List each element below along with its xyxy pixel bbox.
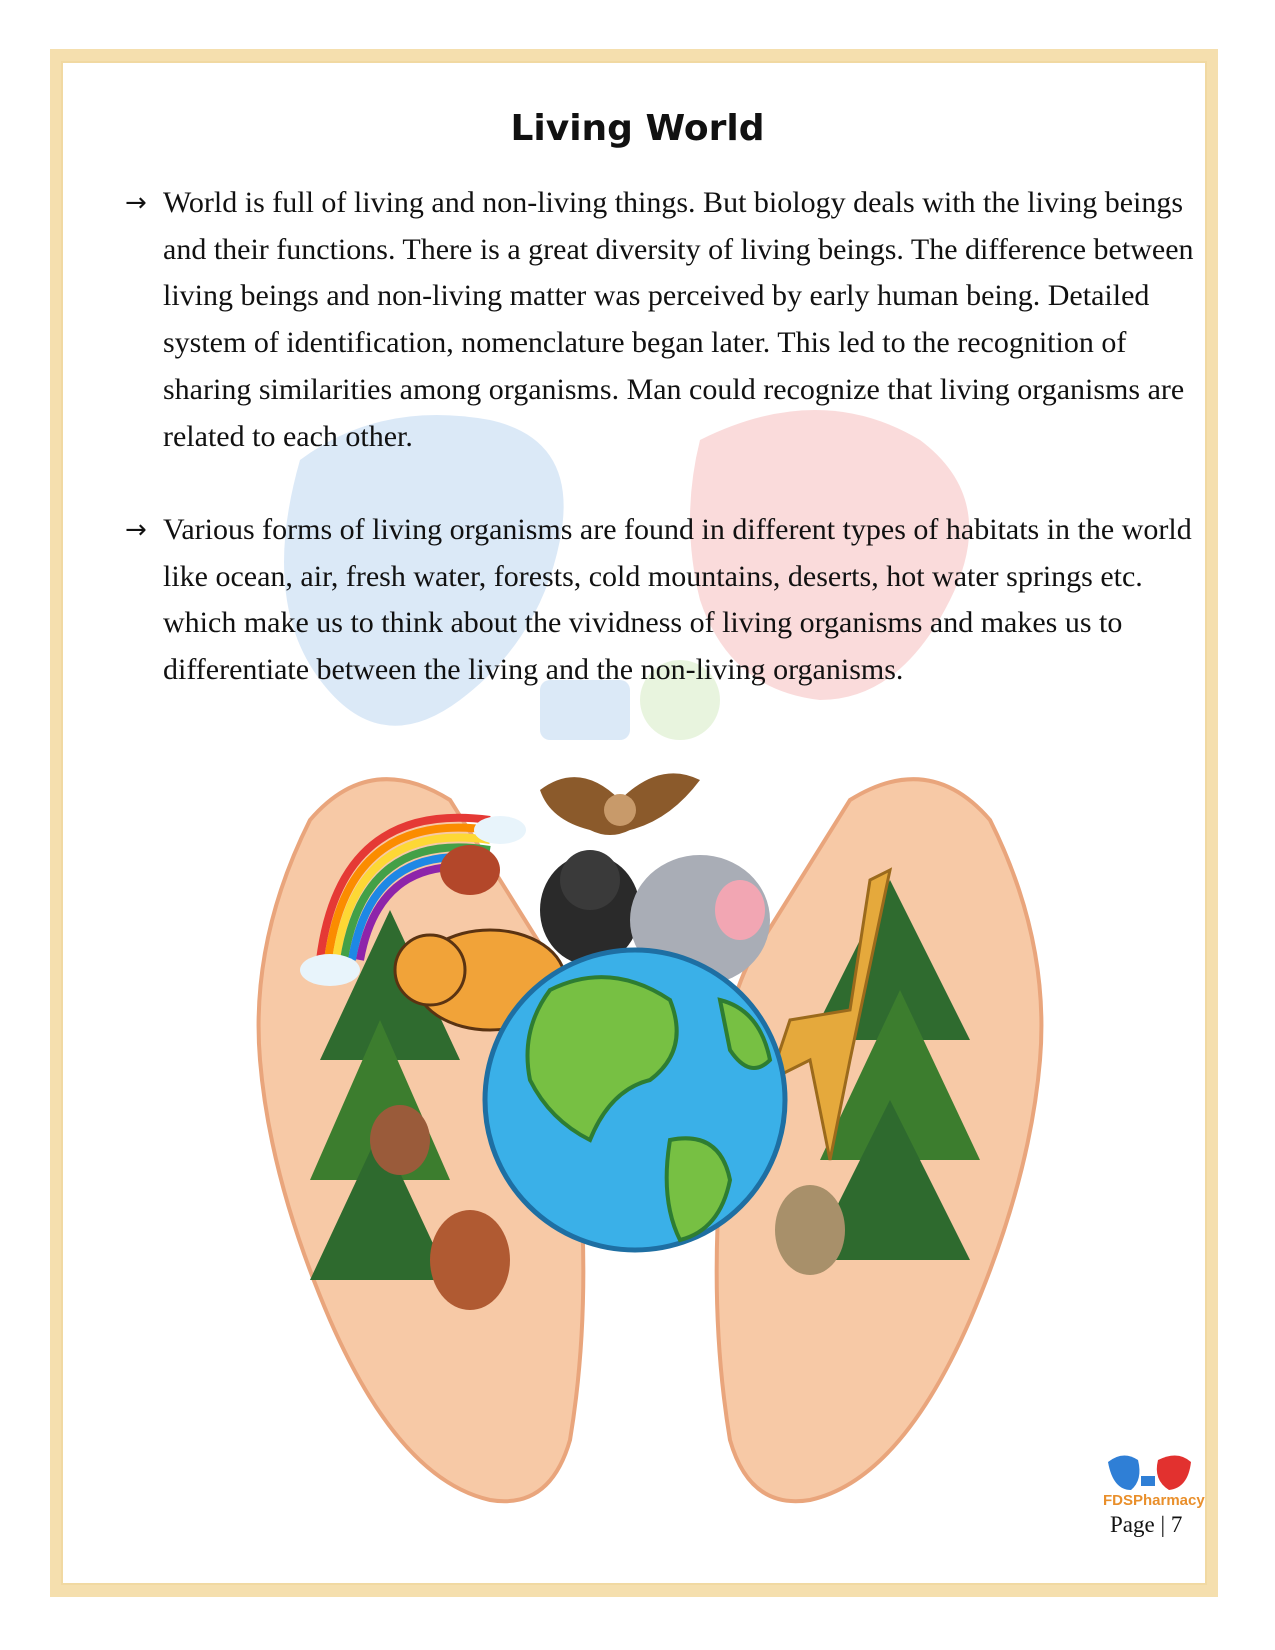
logo-text: FDSPharmacy [1103, 1492, 1205, 1509]
sloth [775, 1185, 845, 1275]
earth-globe [485, 950, 785, 1250]
hands-holding-earth-illustration [250, 760, 1050, 1530]
orangutan [430, 1210, 510, 1310]
arrow-icon: → [125, 188, 147, 218]
bullet-text-1: World is full of living and non-living things. But biology deals with the living beings and their functions. There is a great diversity of living beings. The difference between living beings and non-living matter was perceived by early human being. Detailed system of identification, nomenclature began later. This led to the recognition of sharing similarities among organisms. Man could recognize that living organisms are related to each other. [163, 186, 1194, 453]
red-panda [440, 845, 500, 895]
monkey [370, 1105, 430, 1175]
bullet-text-2: Various forms of living organisms are found in different types of habitats in the world like ocean, air, fresh water, forests, cold mountains, deserts, hot water springs etc. which make us to think about the vividness of living organisms and makes us to differentiate between the living and the non-living organisms. [163, 513, 1192, 687]
page-number: Page | 7 [1110, 1512, 1183, 1537]
bullet-paragraph-1 [125, 180, 1200, 460]
owl [540, 773, 700, 835]
arrow-icon: → [125, 515, 147, 545]
fdspharmacy-logo [1103, 1450, 1198, 1520]
page-title: Living World [510, 108, 765, 149]
bullet-paragraph-2 [125, 507, 1200, 694]
